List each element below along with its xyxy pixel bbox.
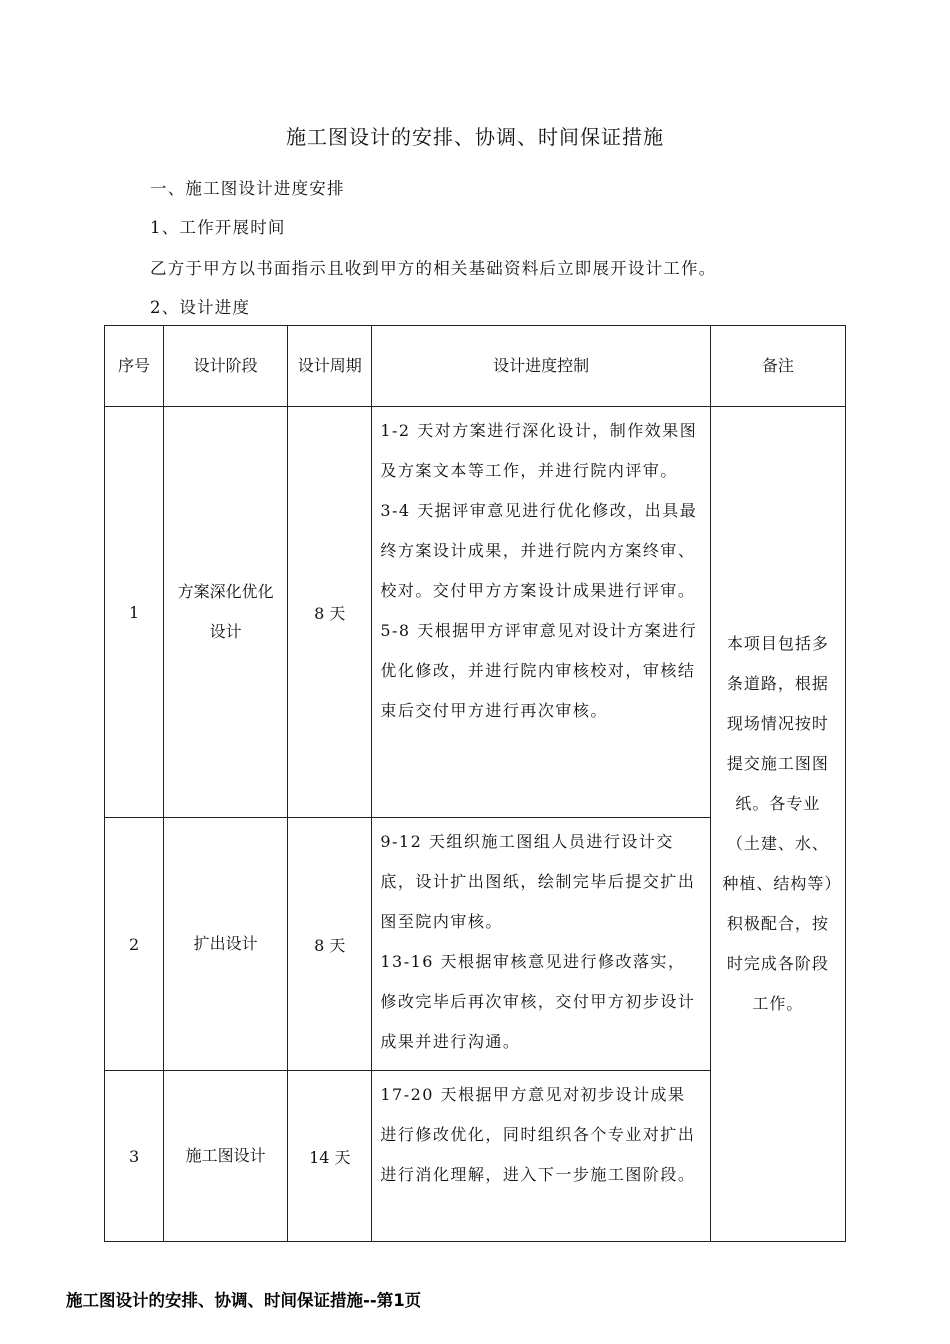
row-control xyxy=(372,818,710,1071)
header-period: 设计周期 xyxy=(288,326,372,407)
row-seq: 3 xyxy=(105,1071,164,1242)
header-control: 设计进度控制 xyxy=(372,326,710,407)
item-heading-work-start: 1、工作开展时间 xyxy=(150,218,286,237)
control-step: 9-12 天组织施工图组人员进行设计交底，设计扩出图纸，绘制完毕后提交扩出图至院内审核。 xyxy=(380,832,696,931)
row-control xyxy=(372,1071,710,1242)
design-schedule-table xyxy=(104,325,846,1242)
table-header-row xyxy=(105,326,846,407)
page-footer: 施工图设计的安排、协调、时间保证措施--第1页 xyxy=(66,1291,422,1310)
control-step: 13-16 天根据审核意见进行修改落实，修改完毕后再次审核，交付甲方初步设计成果并进行沟通。 xyxy=(380,952,696,1051)
row-period: 14 天 xyxy=(288,1071,372,1242)
control-step: 5-8 天根据甲方评审意见对设计方案进行优化修改，并进行院内审核校对，审核结束后交付甲方进行再次审核。 xyxy=(380,621,698,720)
header-stage: 设计阶段 xyxy=(164,326,288,407)
row-control xyxy=(372,407,710,818)
row-stage: 方案深化优化设计 xyxy=(164,407,288,818)
row-stage: 施工图设计 xyxy=(164,1071,288,1242)
row-period: 8 天 xyxy=(288,407,372,818)
header-note: 备注 xyxy=(710,326,845,407)
row-note: 本项目包括多条道路，根据现场情况按时提交施工图图纸。各专业（土建、水、种植、结构等）积极配合，按时完成各阶段工作。 xyxy=(710,407,845,1242)
control-step: 17-20 天根据甲方意见对初步设计成果进行修改优化，同时组织各个专业对扩出进行消化理解，进入下一步施工图阶段。 xyxy=(380,1085,696,1184)
row-period: 8 天 xyxy=(288,818,372,1071)
control-step: 3-4 天据评审意见进行优化修改，出具最终方案设计成果，并进行院内方案终审、校对。交付甲方方案设计成果进行评审。 xyxy=(380,501,698,600)
section-heading: 一、施工图设计进度安排 xyxy=(150,179,345,198)
work-start-paragraph: 乙方于甲方以书面指示且收到甲方的相关基础资料后立即展开设计工作。 xyxy=(150,259,717,278)
table-row xyxy=(105,407,846,818)
item-heading-design-progress: 2、设计进度 xyxy=(150,298,251,317)
header-seq: 序号 xyxy=(105,326,164,407)
document-title: 施工图设计的安排、协调、时间保证措施 xyxy=(286,125,664,149)
row-stage: 扩出设计 xyxy=(164,818,288,1071)
row-seq: 1 xyxy=(105,407,164,818)
control-step: 1-2 天对方案进行深化设计，制作效果图及方案文本等工作，并进行院内评审。 xyxy=(380,421,698,480)
row-seq: 2 xyxy=(105,818,164,1071)
